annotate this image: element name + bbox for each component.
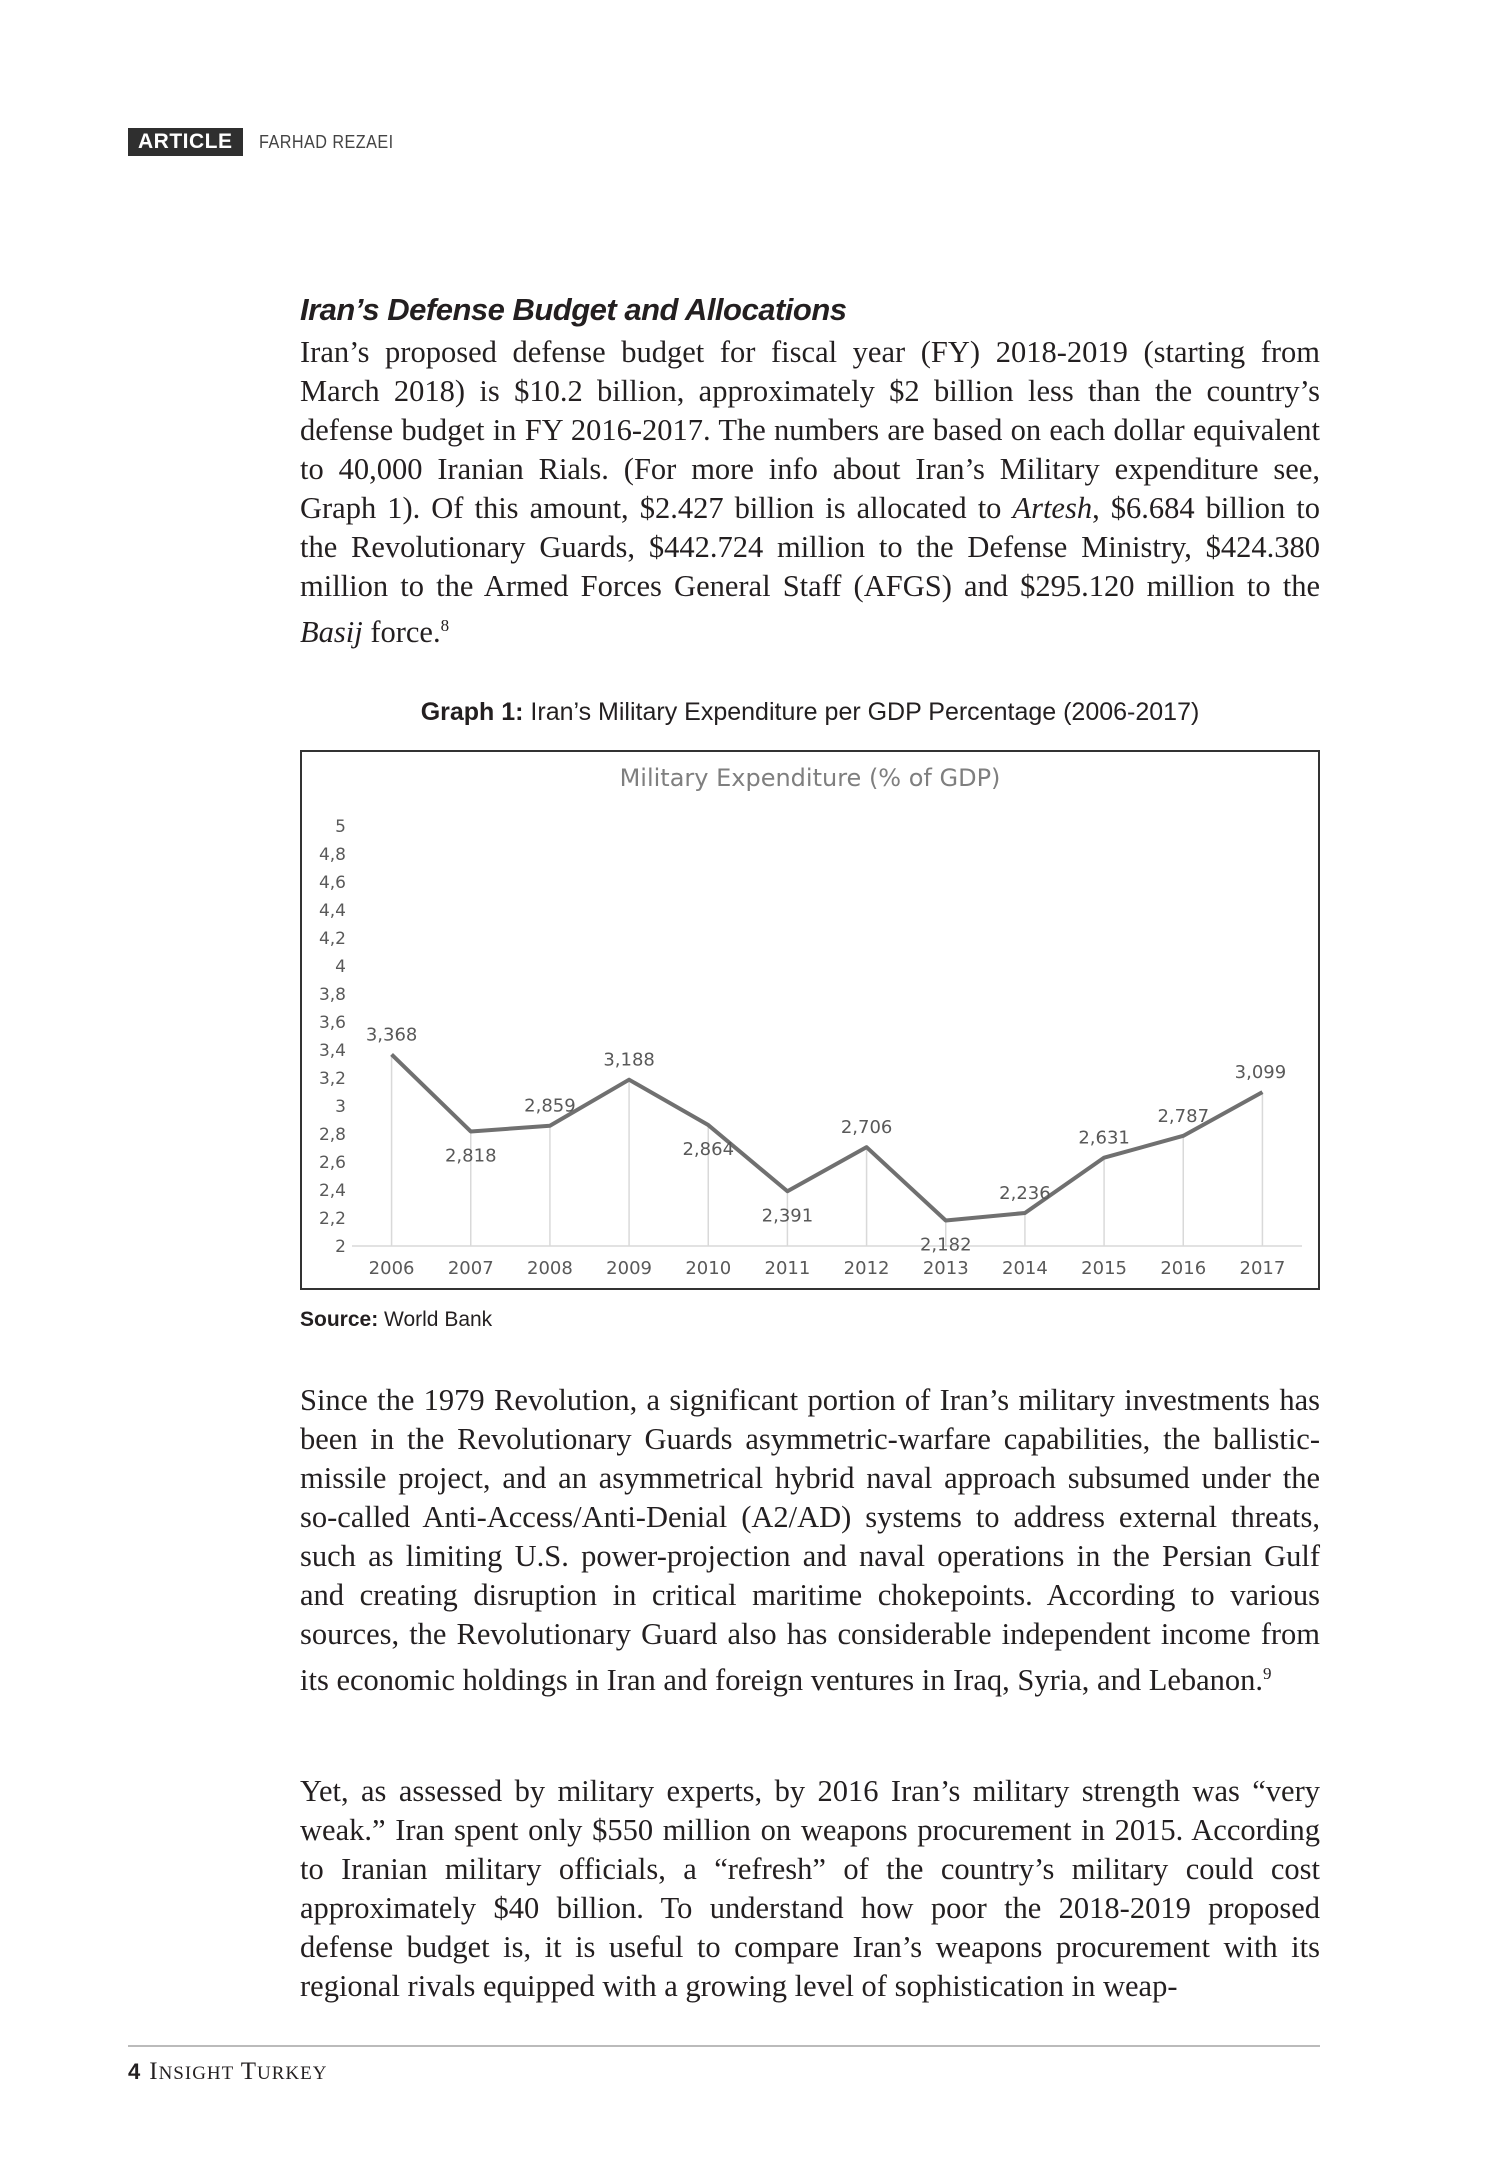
p1-text-c: force. [362, 615, 441, 650]
source-text: World Bank [378, 1308, 493, 1331]
footnote-ref-8: 8 [440, 616, 450, 635]
footer-rule [128, 2045, 1320, 2047]
data-label: 2,391 [761, 1205, 814, 1227]
data-label: 2,859 [524, 1095, 576, 1117]
y-tick-label: 4,2 [318, 929, 346, 949]
p2-text: Since the 1979 Revolution, a significant portion of Iran’s military investments has been in the Revolutionary Guards asymmetric-warfare capabilities, the ballistic-missile project, and an asymmetrical hybrid naval approach subsumed under the so-called Anti-Access/Anti-Denial (A2/AD) systems to address external threats, such as limiting U.S. power-projection and naval operations in the Persian Gulf and creating disruption in critical maritime chokepoints. According to various sources, the Revolutionary Guard also has considerable independent income from its economic holdings in Iran and foreign ventures in Iraq, Syria, and Lebanon. [300, 1383, 1320, 1698]
article-badge: ARTICLE [128, 128, 243, 156]
paragraph-3: Yet, as assessed by military experts, by 2016 Iran’s military strength was “very weak.” Iran spent only $550 million on weapons procurement in 2015. According to Iranian military officials, a “refresh” of the country’s military could cost approximately $40 billion. To understand how poor the 2018-2019 proposed defense budget is, it is useful to compare Iran’s weapons procurement with its regional rivals equipped with a growing level of sophistication in weap- [300, 1774, 1320, 2003]
data-labels [366, 1024, 1286, 1255]
y-tick-label: 4 [335, 957, 346, 977]
data-label: 2,787 [1157, 1105, 1210, 1127]
x-tick-label: 2011 [764, 1258, 811, 1279]
x-tick-label: 2017 [1239, 1258, 1286, 1279]
y-tick-label: 2,6 [318, 1153, 346, 1173]
p1-basij: Basij [300, 615, 363, 650]
source-label: Source: [300, 1308, 379, 1331]
y-tick-label: 3,4 [318, 1041, 346, 1061]
p1-artesh: Artesh [1012, 491, 1093, 525]
data-label: 2,706 [840, 1117, 893, 1139]
y-tick-label: 3,2 [318, 1069, 346, 1089]
x-tick-label: 2013 [922, 1258, 969, 1279]
y-tick-label: 4,8 [318, 845, 346, 865]
journal-initial-1: I [149, 2058, 159, 2085]
x-tick-label: 2007 [447, 1258, 494, 1279]
x-tick-label: 2008 [527, 1258, 573, 1279]
line-chart [302, 752, 1318, 1288]
running-header [128, 128, 408, 156]
y-tick-label: 4,6 [318, 873, 346, 893]
graph-caption [300, 698, 1320, 727]
y-tick-label: 2,8 [318, 1125, 346, 1145]
data-label: 2,182 [919, 1234, 972, 1256]
paragraph-1 [300, 333, 1320, 652]
footnote-ref-9: 9 [1263, 1664, 1272, 1683]
chart-source [300, 1308, 492, 1332]
y-tick-label: 3,6 [318, 1013, 346, 1033]
x-tick-label: 2014 [1002, 1258, 1048, 1279]
x-tick-label: 2006 [368, 1258, 415, 1279]
caption-prefix: Graph 1: [420, 698, 524, 726]
y-tick-label: 2,4 [318, 1181, 346, 1201]
y-tick-label: 3,8 [318, 985, 346, 1005]
x-tick-label: 2012 [843, 1258, 890, 1279]
x-tick-label: 2010 [685, 1258, 732, 1279]
journal-initial-2: T [240, 2058, 258, 2085]
x-tick-label: 2015 [1081, 1258, 1127, 1279]
data-label: 3,188 [603, 1049, 655, 1071]
x-tick-label: 2009 [606, 1258, 652, 1279]
x-axis-ticks [369, 1258, 1286, 1279]
data-label: 2,818 [444, 1145, 497, 1167]
data-label: 2,236 [999, 1182, 1051, 1204]
author-name: FARHAD REZAEI [258, 131, 394, 152]
y-tick-label: 4,4 [318, 901, 346, 921]
series-line [392, 1054, 1263, 1220]
paragraph-2 [300, 1381, 1320, 1700]
data-label: 2,631 [1078, 1127, 1130, 1149]
x-tick-label: 2016 [1160, 1258, 1207, 1279]
data-label: 3,099 [1234, 1062, 1287, 1084]
data-label: 3,368 [365, 1024, 418, 1046]
page-footer [128, 2058, 327, 2086]
page-number: 4 [128, 2059, 142, 2084]
chart-frame [300, 750, 1320, 1290]
section-title: Iran’s Defense Budget and Allocations [300, 292, 847, 327]
data-label: 2,864 [682, 1139, 735, 1161]
y-tick-label: 5 [335, 817, 346, 837]
journal-rest-1: NSIGHT [158, 2063, 235, 2084]
chart-title: Military Expenditure (% of GDP) [619, 764, 1001, 792]
y-axis-ticks [319, 817, 346, 1257]
y-tick-label: 2,2 [318, 1209, 346, 1229]
p1-text-a: Iran’s proposed defense budget for fiscal year (FY) 2018-2019 (starting from March 2018) is $10.2 billion, approximately $2 billion less than the country’s defense budget in FY 2016-2017. The numbers are based on each dollar equivalent to 40,000 Iranian Rials. (For more info about Iran’s Military expenditure see, Graph 1). Of this amount, $2.427 billion is allocated to [300, 335, 1320, 525]
y-tick-label: 2 [335, 1237, 346, 1257]
y-tick-label: 3 [335, 1097, 346, 1117]
journal-rest-2: URKEY [257, 2063, 328, 2084]
caption-text: Iran’s Military Expenditure per GDP Percentage (2006-2017) [523, 698, 1200, 726]
p1-text-b: , $6.684 billion to the Revolutionary Guards, $442.724 million to the Defense Ministry, $424.380 million to the Armed Forces General Staff (AFGS) and $295.120 million to the [300, 491, 1320, 603]
